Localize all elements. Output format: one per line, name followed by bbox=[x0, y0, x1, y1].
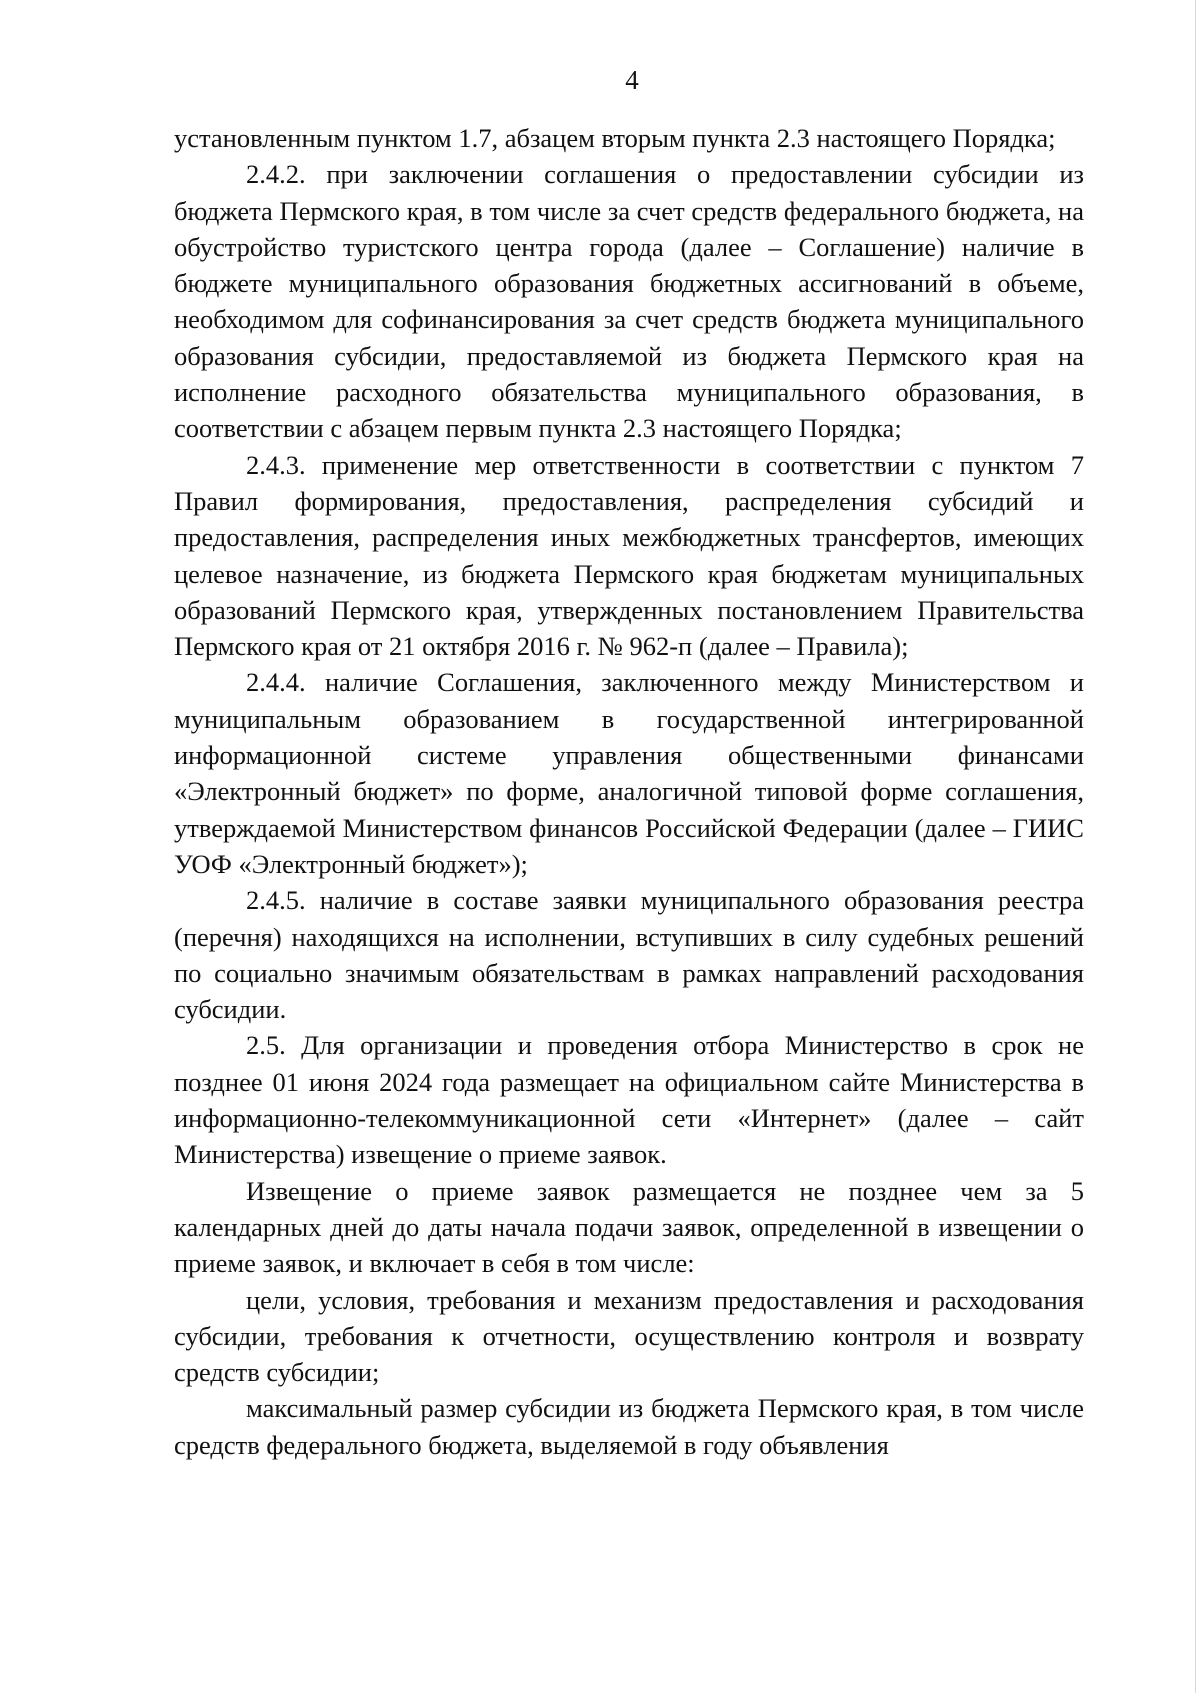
page-edge-shadow bbox=[1195, 0, 1196, 1693]
document-body bbox=[174, 120, 1084, 1463]
paragraph-2-4-2: 2.4.2. при заключении соглашения о предоставлении субсидии из бюджета Пермского края, в том числе за счет средств федерального бюджета, на обустройство туристского центра города (далее – Соглашение) наличие в бюджете муниципального образования бюджетных ассигнований в объеме, необходимом для софинансирования за счет средств бюджета муниципального образования субсидии, предоставляемой из бюджета Пермского края на исполнение расходного обязательства муниципального образования, в соответствии с абзацем первым пункта 2.3 настоящего Порядка; bbox=[174, 159, 1084, 444]
paragraph-goals: цели, условия, требования и механизм предоставления и расходования субсидии, требования к отчетности, осуществлению контроля и возврату средств субсидии; bbox=[174, 1284, 1084, 1388]
paragraph-max-subsidy: максимальный размер субсидии из бюджета Пермского края, в том числе средств федерального бюджета, выделяемой в году объявления bbox=[174, 1393, 1084, 1460]
paragraph-2-4-4: 2.4.4. наличие Соглашения, заключенного между Министерством и муниципальным образованием в государственной интегрированной информационной системе управления общественными финансами «Электронный бюджет» по форме, аналогичной типовой форме соглашения, утверждаемой Министерством финансов Российской Федерации (далее – ГИИС УОФ «Электронный бюджет»); bbox=[174, 667, 1084, 879]
paragraph-continuation: установленным пунктом 1.7, абзацем вторым пункта 2.3 настоящего Порядка; bbox=[174, 123, 1056, 153]
paragraph-notice: Извещение о приеме заявок размещается не позднее чем за 5 календарных дней до даты начала подачи заявок, определенной в извещении о приеме заявок, и включает в себя в том числе: bbox=[174, 1175, 1084, 1279]
paragraph-2-4-3: 2.4.3. применение мер ответственности в соответствии с пунктом 7 Правил формирования, предоставления, распределения субсидий и предоставления, распределения иных межбюджетных трансфертов, имеющих целевое назначение, из бюджета Пермского края бюджетам муниципальных образований Пермского края, утвержденных постановлением Правительства Пермского края от 21 октября 2016 г. № 962-п (далее – Правила); bbox=[174, 449, 1084, 662]
page-number: 4 bbox=[625, 65, 639, 95]
paragraph-2-4-5: 2.4.5. наличие в составе заявки муниципального образования реестра (перечня) находящихся на исполнении, вступивших в силу судебных решений по социально значимым обязательствам в рамках направлений расходования субсидии. bbox=[174, 885, 1084, 1025]
paragraph-2-5: 2.5. Для организации и проведения отбора Министерство в срок не позднее 01 июня 2024 года размещает на официальном сайте Министерства в информационно-телекоммуникационной сети «Интернет» (далее – сайт Министерства) извещение о приеме заявок. bbox=[174, 1030, 1084, 1170]
